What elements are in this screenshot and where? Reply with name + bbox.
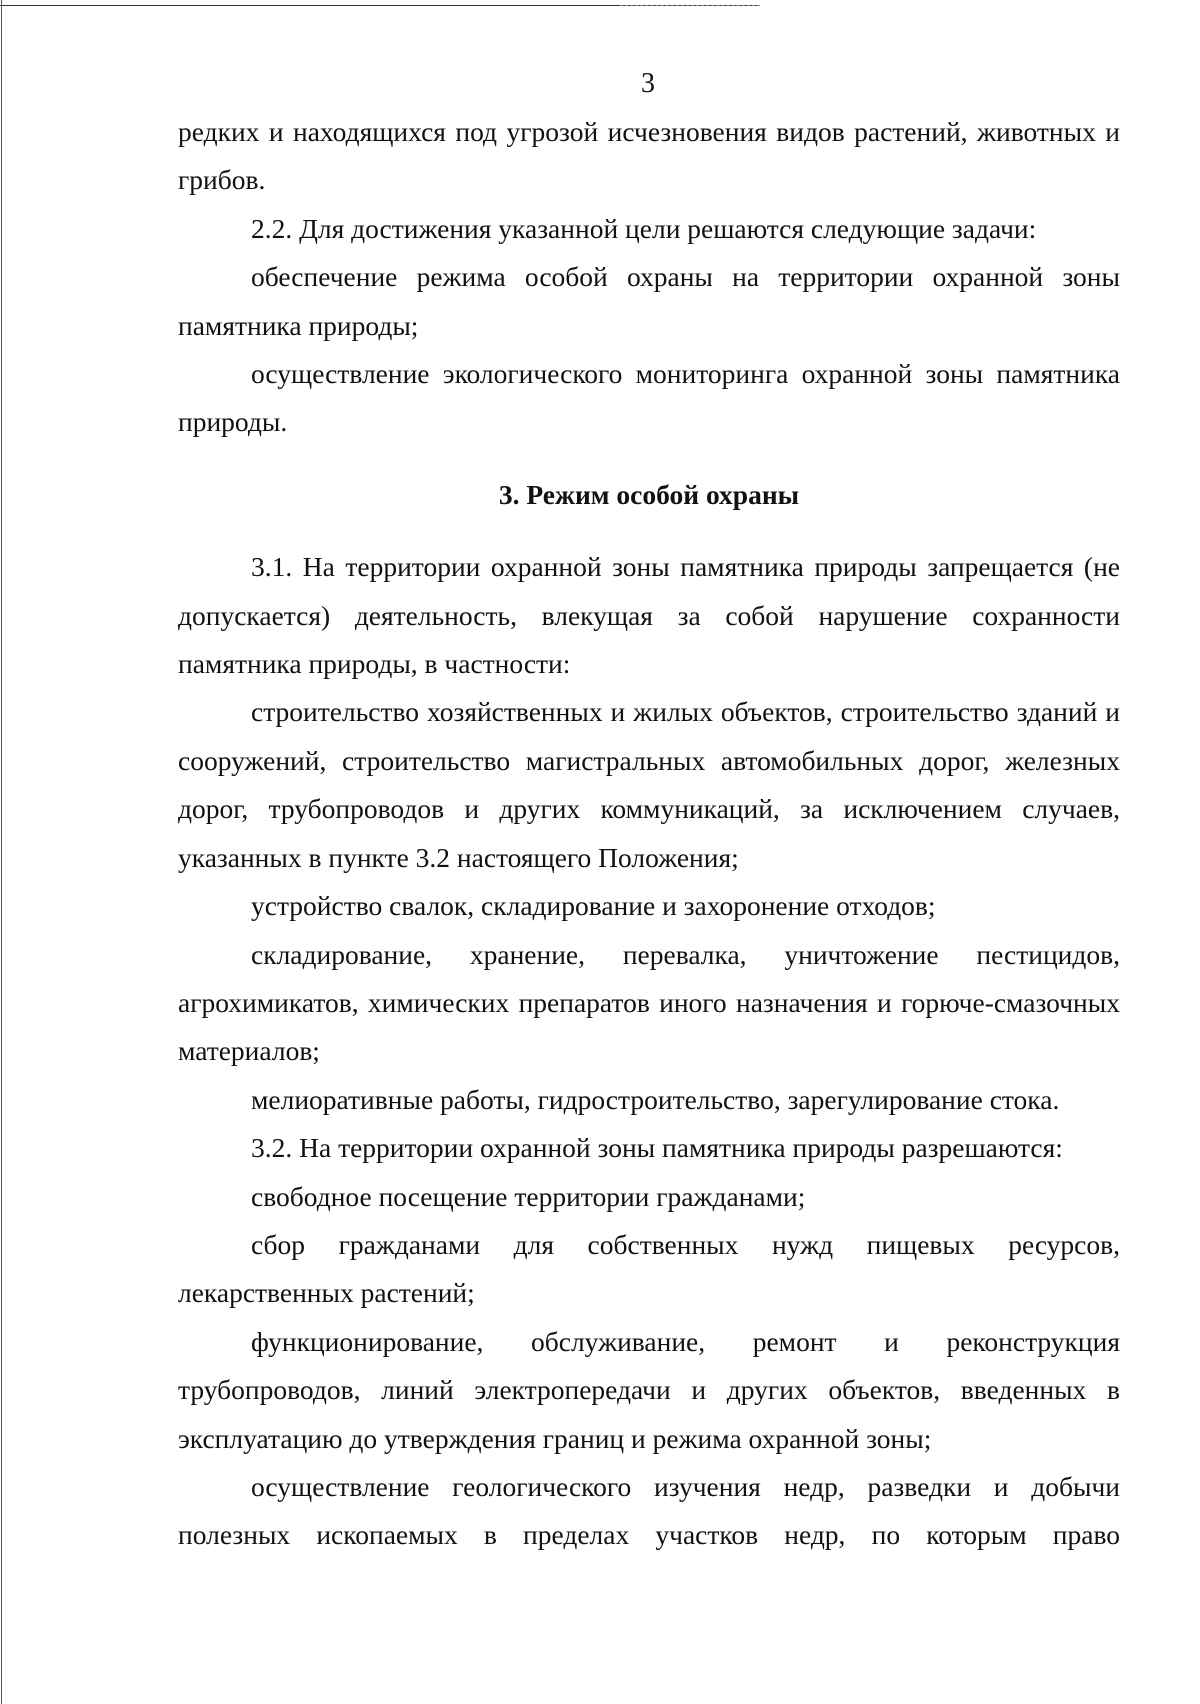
list-item-pesticides: складирование, хранение, перевалка, уничтожение пестицидов, агрохимикатов, химических препаратов иного назначения и горюче-смазочных материалов;	[178, 938, 1120, 1067]
list-item-maintenance: функционирование, обслуживание, ремонт и реконструкция трубопроводов, линий электропередачи и других объектов, введенных в эксплуатацию до утверждения границ и режима охранной зоны;	[178, 1325, 1120, 1454]
list-item-visiting: свободное посещение территории гражданами;	[251, 1180, 806, 1212]
section-heading: 3. Режим особой охраны	[498, 478, 800, 510]
paragraph-3-2: 3.2. На территории охранной зоны памятника природы разрешаются:	[251, 1132, 1063, 1164]
paragraph-3-1: 3.1. На территории охранной зоны памятника природы запрещается (не допускается) деятельность, влекущая за собой нарушение сохранности памятника природы, в частности:	[178, 551, 1120, 680]
scan-edge-top-faint	[620, 5, 760, 6]
list-item-geology: осуществление геологического изучения недр, разведки и добычи полезных ископаемых в пределах участков недр, по которым право	[178, 1470, 1120, 1551]
scan-edge-left	[1, 0, 2, 1704]
page-number: 3	[641, 68, 655, 99]
list-item-dumps: устройство свалок, складирование и захоронение отходов;	[251, 890, 936, 922]
paragraph-2-2: 2.2. Для достижения указанной цели решаются следующие задачи:	[251, 212, 1037, 244]
paragraph-continuation: редких и находящихся под угрозой исчезновения видов растений, животных и грибов.	[178, 116, 1120, 196]
list-item-gathering: сбор гражданами для собственных нужд пищевых ресурсов, лекарственных растений;	[178, 1228, 1120, 1309]
list-item-construction: строительство хозяйственных и жилых объектов, строительство зданий и сооружений, строительство магистральных автомобильных дорог, железных дорог, трубопроводов и других коммуникаций, за исключением случаев, указанных в пункте 3.2 настоящего Положения;	[178, 696, 1120, 873]
paragraph-task-monitoring: осуществление экологического мониторинга охранной зоны памятника природы.	[178, 358, 1120, 438]
list-item-melioration: мелиоративные работы, гидростроительство, зарегулирование стока.	[251, 1083, 1060, 1115]
document-body	[178, 108, 1120, 1560]
paragraph-task-protection: обеспечение режима особой охраны на территории охранной зоны памятника природы;	[178, 261, 1120, 341]
